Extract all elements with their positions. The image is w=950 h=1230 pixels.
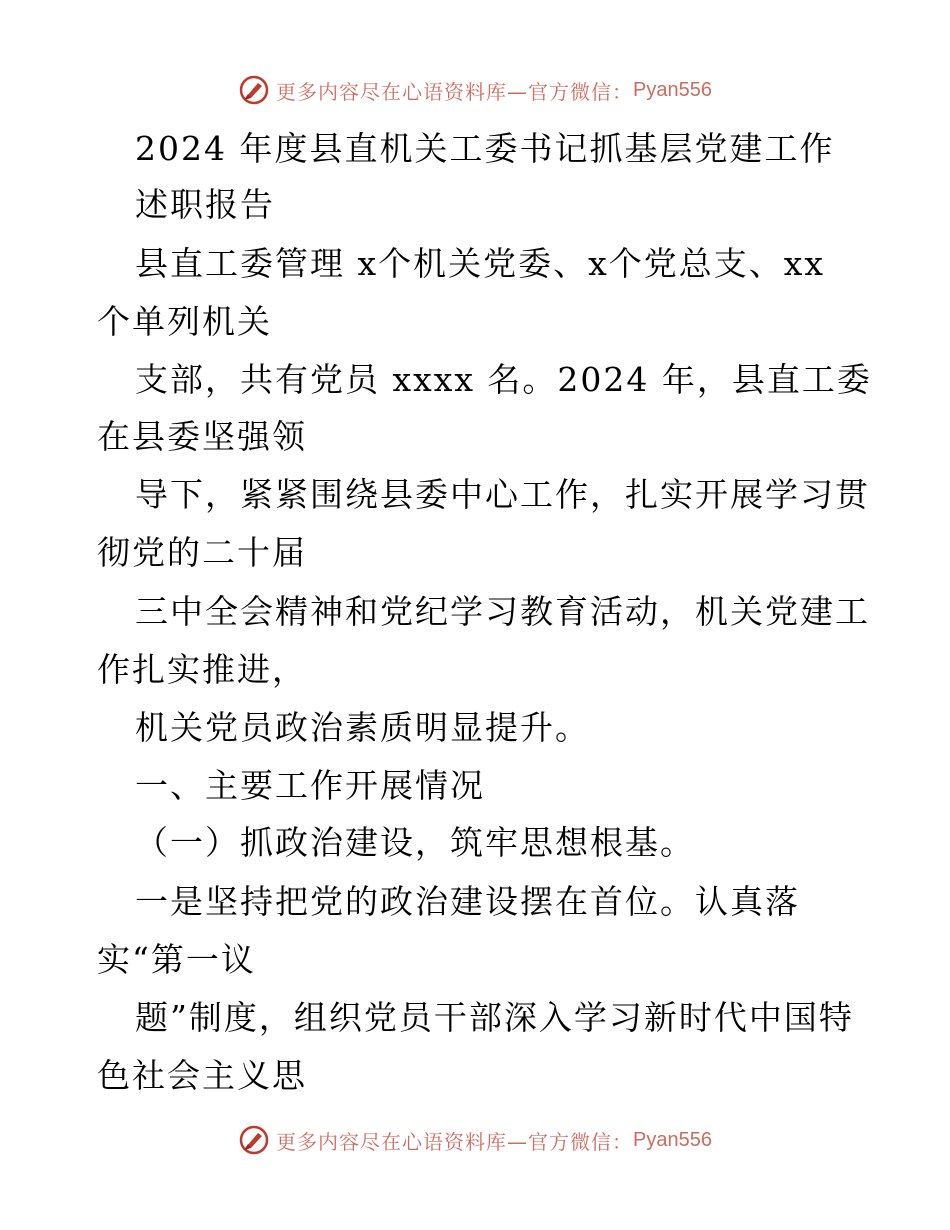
document-title-line-2: 述职报告 [135,185,275,224]
paragraph-line: 一是坚持把党的政治建设摆在首位。认真落 [135,882,800,921]
paragraph-line: 题”制度，组织党员干部深入学习新时代中国特 [135,998,854,1037]
header-watermark [0,70,950,110]
paragraph-line: 导下，紧紧围绕县委中心工作，扎实开展学习贯 [135,475,870,514]
paragraph-line: 机关党员政治素质明显提升。 [135,708,590,747]
watermark-text: 更多内容尽在心语资料库—官方微信： [276,79,634,104]
pen-nib-circle-icon [238,1124,270,1156]
paragraph-line: 支部，共有党员 xxxx 名。2024 年，县直工委 [135,360,872,399]
paragraph-line: 个单列机关 [97,302,272,341]
pen-nib-circle-icon [238,74,270,106]
paragraph-line: 实“第一议 [97,940,256,979]
paragraph-line: 在县委坚强领 [97,417,307,456]
paragraph-line: 色社会主义思 [97,1056,307,1095]
document-title-line-1: 2024 年度县直机关工委书记抓基层党建工作 [135,129,835,168]
section-heading: 一、主要工作开展情况 [135,766,485,805]
watermark-wechat-id: Pyan556 [633,78,712,101]
paragraph-line: 县直工委管理 x个机关党委、x个党总支、xx [135,244,825,283]
paragraph-line: 彻党的二十届 [97,533,307,572]
watermark-wechat-id: Pyan556 [633,1128,712,1151]
footer-watermark [0,1120,950,1160]
paragraph-line: 作扎实推进， [97,650,307,689]
paragraph-line: 三中全会精神和党纪学习教育活动，机关党建工 [135,592,870,631]
watermark-text: 更多内容尽在心语资料库—官方微信： [276,1129,634,1154]
subsection-heading: （一）抓政治建设，筑牢思想根基。 [135,823,695,862]
